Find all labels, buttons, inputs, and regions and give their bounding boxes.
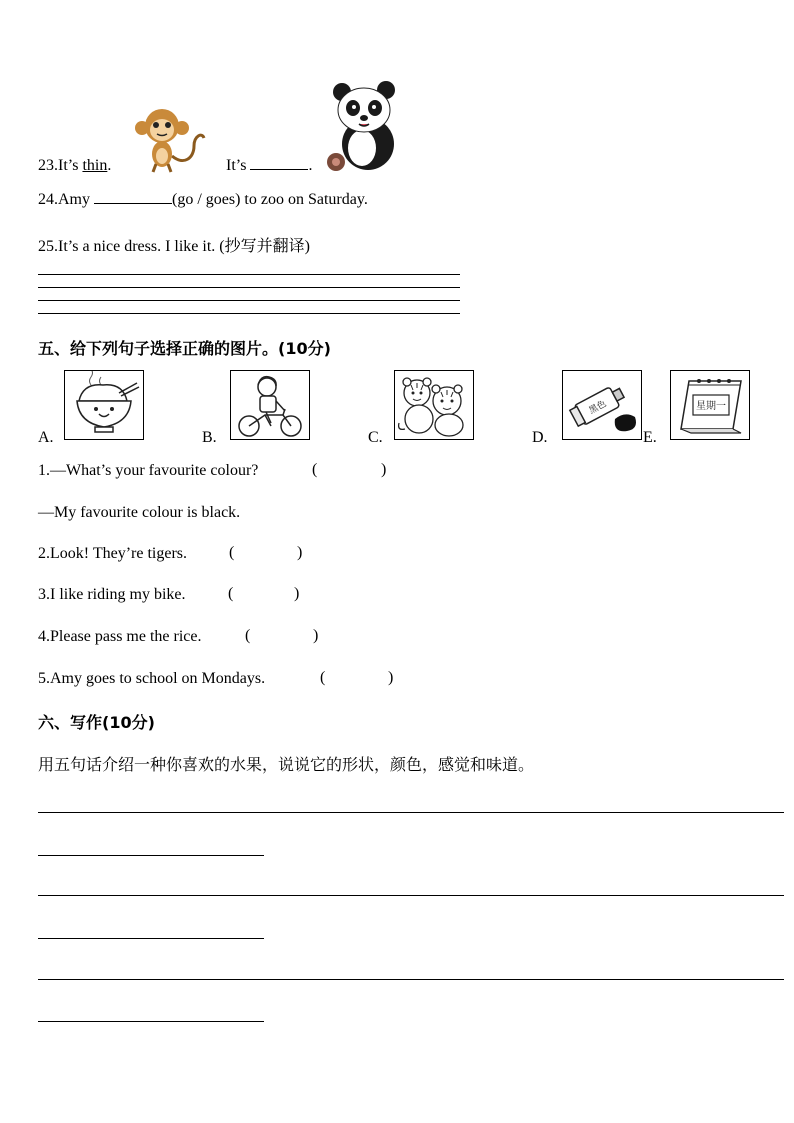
question-1: 1.—What’s your favourite colour?	[38, 462, 259, 479]
answer-line[interactable]	[38, 300, 460, 301]
answer-blank[interactable]	[250, 169, 308, 170]
question-3: 3.I like riding my bike.	[38, 586, 186, 603]
answer-blank[interactable]	[94, 203, 172, 204]
question-5: 5.Amy goes to school on Mondays.	[38, 670, 266, 687]
tigers-icon	[395, 371, 473, 439]
panda-icon	[322, 78, 404, 174]
question-1-reply: —My favourite colour is black.	[38, 504, 241, 521]
option-e-picture[interactable]	[670, 370, 750, 440]
question-4: 4.Please pass me the rice.	[38, 628, 202, 645]
answer-line[interactable]	[38, 313, 460, 314]
answer-paren-close: )	[388, 669, 394, 686]
option-b-picture[interactable]	[230, 370, 310, 440]
calendar-label: 星期一	[696, 401, 726, 412]
option-letter-b: B.	[202, 429, 217, 446]
option-d-picture[interactable]	[562, 370, 642, 440]
answer-paren-close: )	[381, 461, 387, 478]
option-letter-d: D.	[532, 429, 548, 446]
section-6-title: 六、写作(10分)	[38, 713, 155, 732]
writing-line[interactable]	[38, 979, 784, 980]
calendar-icon	[671, 371, 749, 439]
writing-line[interactable]	[38, 938, 264, 939]
question-text: It’s	[58, 157, 83, 174]
writing-line[interactable]	[38, 855, 264, 856]
answer-line[interactable]	[38, 274, 460, 275]
question-number: 25.	[38, 238, 58, 255]
question-2: 2.Look! They’re tigers.	[38, 545, 187, 562]
answer-line[interactable]	[38, 287, 460, 288]
answer-paren-close: )	[294, 585, 300, 602]
option-letter-a: A.	[38, 429, 54, 446]
question-number: 24.	[38, 191, 58, 208]
answer-paren-open: (	[312, 461, 318, 478]
question-23: 23.It’s thin.	[38, 157, 112, 174]
question-23-answer: It’s .	[226, 157, 313, 174]
answer-paren-open: (	[228, 585, 234, 602]
black-paint-tube-icon	[563, 371, 641, 439]
option-letter-e: E.	[643, 429, 657, 446]
answer-paren-close: )	[297, 544, 303, 561]
rice-bowl-icon	[65, 371, 143, 439]
underlined-word: thin	[82, 157, 108, 174]
writing-line[interactable]	[38, 895, 784, 896]
answer-paren-close: )	[313, 627, 319, 644]
section-5-title: 五、给下列句子选择正确的图片。(10分)	[38, 339, 331, 358]
writing-line[interactable]	[38, 812, 784, 813]
monkey-icon	[128, 106, 206, 174]
question-24: 24.Amy (go / goes) to zoo on Saturday.	[38, 191, 368, 208]
writing-prompt: 用五句话介绍一种你喜欢的水果，说说它的形状，颜色，感觉和味道。	[38, 755, 535, 774]
answer-paren-open: (	[320, 669, 326, 686]
question-25: 25.It’s a nice dress. I like it. (抄写并翻译)	[38, 238, 310, 255]
answer-paren-open: (	[245, 627, 251, 644]
option-a-picture[interactable]	[64, 370, 144, 440]
answer-paren-open: (	[229, 544, 235, 561]
question-number: 23.	[38, 157, 58, 174]
option-letter-c: C.	[368, 429, 383, 446]
boy-riding-bike-icon	[231, 371, 309, 439]
paint-tube-label: 黑色	[587, 399, 609, 417]
option-c-picture[interactable]	[394, 370, 474, 440]
writing-line[interactable]	[38, 1021, 264, 1022]
